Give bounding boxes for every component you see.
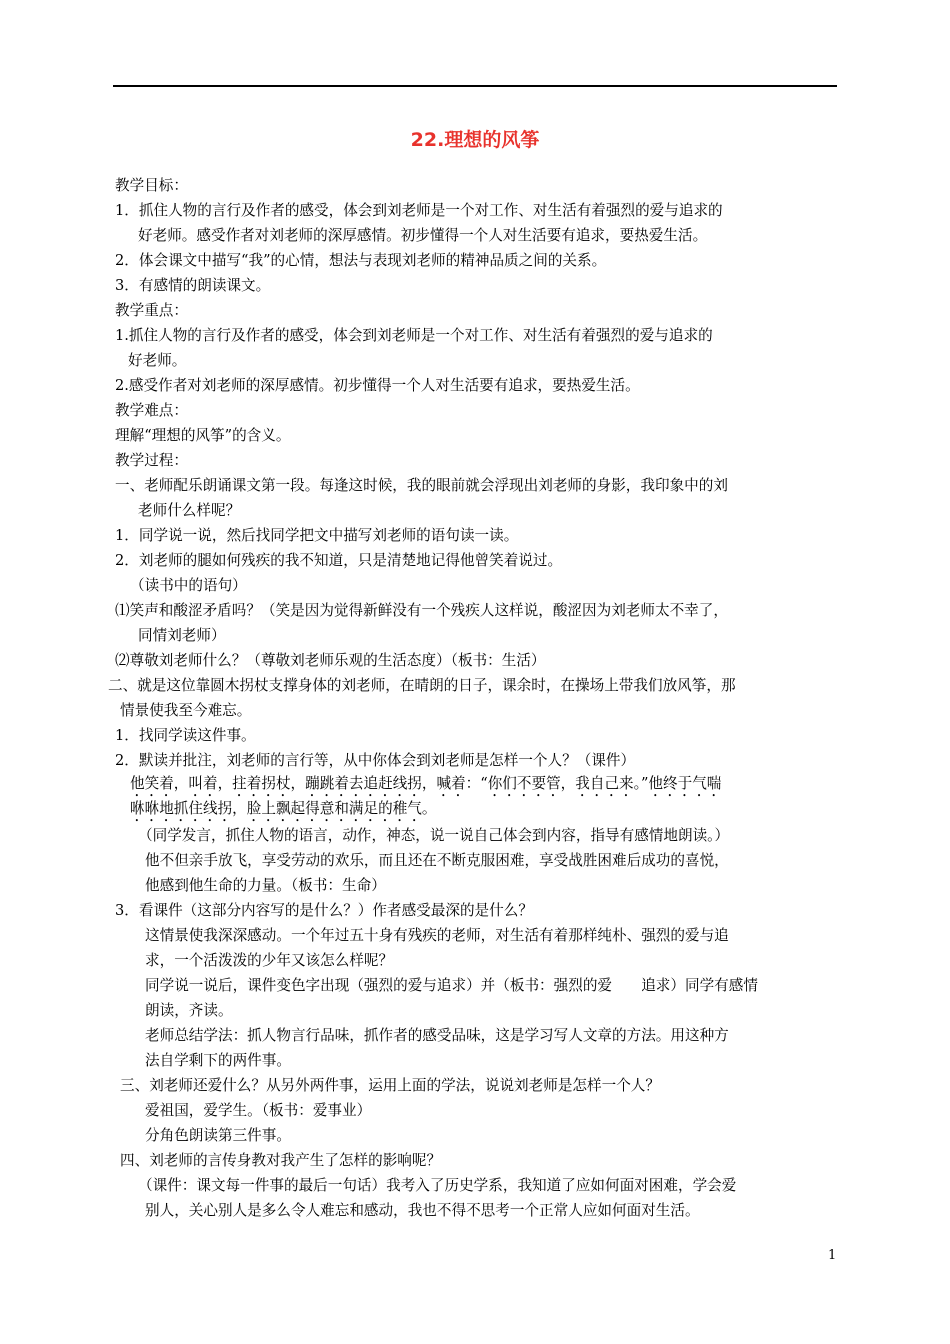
text-line: （同学发言，抓住人物的语言，动作，神态，说一说自己体会到内容，指导有感情地朗读。） (138, 827, 730, 844)
emphasized-quote-line: 他笑着，叫着，拄着拐杖，蹦跳着去追赶线拐，喊着：“你们不要管，我自己来。”他终于气喘 (130, 775, 722, 792)
text-line: 好老师。感受作者对刘老师的深厚感情。初步懂得一个人对生活要有追求，要热爱生活。 (138, 227, 708, 244)
text-line: 分角色朗读第三件事。 (145, 1127, 291, 1144)
text-line: 情景使我至今难忘。 (120, 702, 252, 719)
text-line: 1．抓住人物的言行及作者的感受，体会到刘老师是一个对工作、对生活有着强烈的爱与追求的 (115, 202, 723, 219)
text-line: 2．默读并批注，刘老师的言行等，从中你体会到刘老师是怎样一个人？（课件） (115, 752, 636, 769)
text-line: 2．刘老师的腿如何残疾的我不知道，只是清楚地记得他曾笑着说过。 (115, 552, 563, 569)
text-line: 同情刘老师） (138, 627, 226, 644)
text-line: 法自学剩下的两件事。 (145, 1052, 291, 1069)
text-line: 理解“理想的风筝”的含义。 (115, 427, 291, 444)
header-rule (113, 85, 837, 87)
text-line: 好老师。 (128, 352, 187, 369)
text-line: 四、刘老师的言传身教对我产生了怎样的影响呢？ (120, 1152, 442, 1169)
text-line: 3．看课件（这部分内容写的是什么？）作者感受最深的是什么？ (115, 902, 533, 919)
page-title: 22.理想的风筝 (410, 129, 540, 151)
text-line: （课件：课文每一件事的最后一句话）我考入了历史学系，我知道了应如何面对困难，学会爱 (138, 1177, 737, 1194)
text-line: 二、就是这位靠圆木拐杖支撑身体的刘老师，在晴朗的日子，课余时，在操场上带我们放风筝，那 (108, 677, 736, 694)
text-line: 老师总结学法：抓人物言行品味，抓作者的感受品味，这是学习写人文章的方法。用这种方 (145, 1027, 729, 1044)
text-line: 1．同学说一说，然后找同学把文中描写刘老师的语句读一读。 (115, 527, 519, 544)
text-line: （读书中的语句） (130, 577, 247, 594)
text-line: 教学重点： (115, 302, 188, 319)
text-line: 这情景使我深深感动。一个年过五十身有残疾的老师，对生活有着那样纯朴、强烈的爱与追 (145, 927, 729, 944)
text-line: 他感到他生命的力量。（板书：生命） (145, 877, 386, 894)
text-line: 2．体会课文中描写“我”的心情，想法与表现刘老师的精神品质之间的关系。 (115, 252, 607, 269)
text-line: 教学目标： (115, 177, 188, 194)
text-line: 朗读，齐读。 (145, 1002, 233, 1019)
page-number: 1 (828, 1248, 837, 1263)
text-line: 教学过程： (115, 452, 188, 469)
text-line: 教学难点： (115, 402, 188, 419)
text-line: 爱祖国，爱学生。（板书：爱事业） (145, 1102, 372, 1119)
text-line: 老师什么样呢？ (138, 502, 241, 519)
text-line: 三、刘老师还爱什么？从另外两件事，运用上面的学法，说说刘老师是怎样一个人？ (120, 1077, 660, 1094)
emphasized-quote-line: 咻咻地抓住线拐，脸上飘起得意和满足的稚气。 (130, 800, 437, 817)
text-line: 一、老师配乐朗诵课文第一段。每逢这时候，我的眼前就会浮现出刘老师的身影，我印象中的刘 (115, 477, 728, 494)
text-line: 1．找同学读这件事。 (115, 727, 256, 744)
text-line: 2.感受作者对刘老师的深厚感情。初步懂得一个人对生活要有追求，要热爱生活。 (115, 377, 640, 394)
text-line: ⑵尊敬刘老师什么？（尊敬刘老师乐观的生活态度）（板书：生活） (115, 652, 546, 669)
text-line: 1.抓住人物的言行及作者的感受，体会到刘老师是一个对工作、对生活有着强烈的爱与追求的 (115, 327, 713, 344)
text-line: 他不但亲手放飞，享受劳动的欢乐，而且还在不断克服困难，享受战胜困难后成功的喜悦， (145, 852, 729, 869)
text-line: ⑴笑声和酸涩矛盾吗？（笑是因为觉得新鲜没有一个残疾人这样说，酸涩因为刘老师太不幸了， (115, 602, 728, 619)
text-line: 别人，关心别人是多么令人难忘和感动，我也不得不思考一个正常人应如何面对生活。 (145, 1202, 700, 1219)
text-line: 同学说一说后，课件变色字出现（强烈的爱与追求）并（板书：强烈的爱 追求）同学有感情 (145, 977, 758, 994)
text-line: 求，一个活泼泼的少年又该怎么样呢？ (145, 952, 394, 969)
text-line: 3．有感情的朗读课文。 (115, 277, 271, 294)
